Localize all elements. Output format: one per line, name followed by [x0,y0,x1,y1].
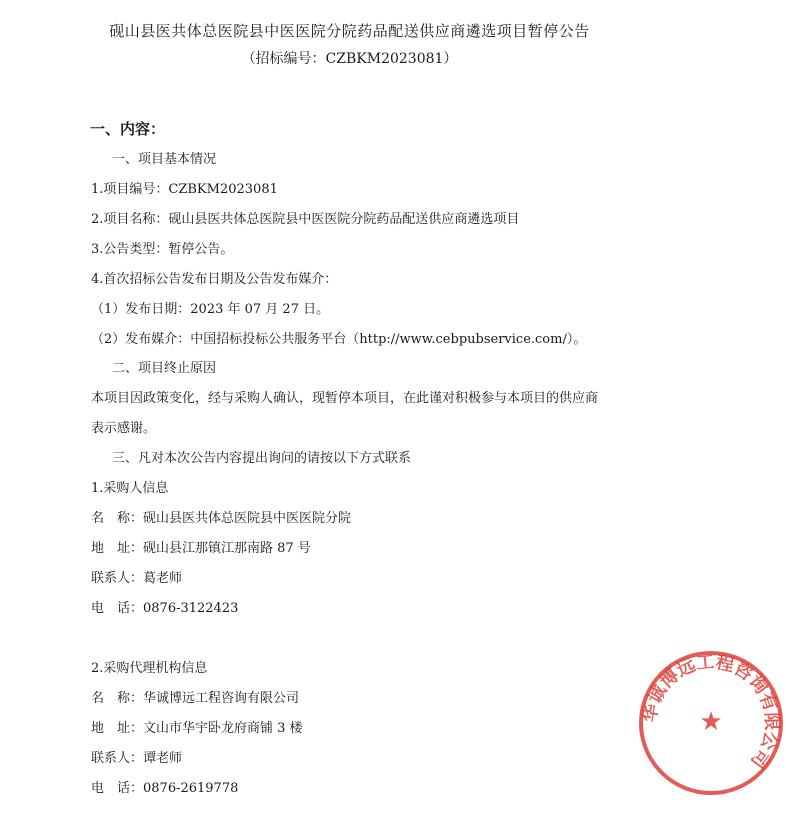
agency-phone: 电 话：0876-2619778 [91,781,239,796]
subsection-contact: 三、凡对本次公告内容提出询问的请按以下方式联系 [112,451,412,466]
document-subtitle: （招标编号：CZBKM2023081） [241,51,458,67]
purchaser-name: 名 称：砚山县医共体总医院县中医医院分院 [91,511,352,526]
agency-name: 名 称：华诚博远工程咨询有限公司 [91,691,300,706]
first-notice-info: 4.首次招标公告发布日期及公告发布媒介： [91,272,338,287]
project-number: 1.项目编号：CZBKM2023081 [91,182,278,197]
document-title: 砚山县医共体总医院县中医医院分院药品配送供应商遴选项目暂停公告 [109,22,590,40]
subsection-termination-reason: 二、项目终止原因 [112,361,217,376]
purchaser-address: 地 址：砚山县江那镇江那南路 87 号 [91,541,311,556]
agency-heading: 2.采购代理机构信息 [91,661,208,676]
company-seal-stamp [636,648,786,798]
agency-contact: 联系人：谭老师 [91,751,183,766]
svg-text:★: ★ [699,707,723,737]
reason-text-line2: 表示感谢。 [91,421,157,436]
section-heading-content: 一、内容： [90,120,166,138]
purchaser-contact: 联系人：葛老师 [91,571,183,586]
svg-text:华诚博远工程咨询有限公司: 华诚博远工程咨询有限公司 [639,651,783,772]
notice-type: 3.公告类型：暂停公告。 [91,242,234,257]
project-name: 2.项目名称：砚山县医共体总医院县中医医院分院药品配送供应商遴选项目 [91,212,520,227]
purchaser-phone: 电 话：0876-3122423 [91,601,239,616]
subsection-basic-info: 一、项目基本情况 [112,152,217,167]
agency-address: 地 址：文山市华宇卧龙府商铺 3 楼 [91,721,303,736]
publish-date: （1）发布日期：2023 年 07 月 27 日。 [91,302,330,317]
purchaser-heading: 1.采购人信息 [91,481,169,496]
reason-text-line1: 本项目因政策变化，经与采购人确认，现暂停本项目，在此谨对积极参与本项目的供应商 [91,391,599,406]
publish-media: （2）发布媒介：中国招标投标公共服务平台（http://www.cebpubservice.com/）。 [91,332,587,347]
